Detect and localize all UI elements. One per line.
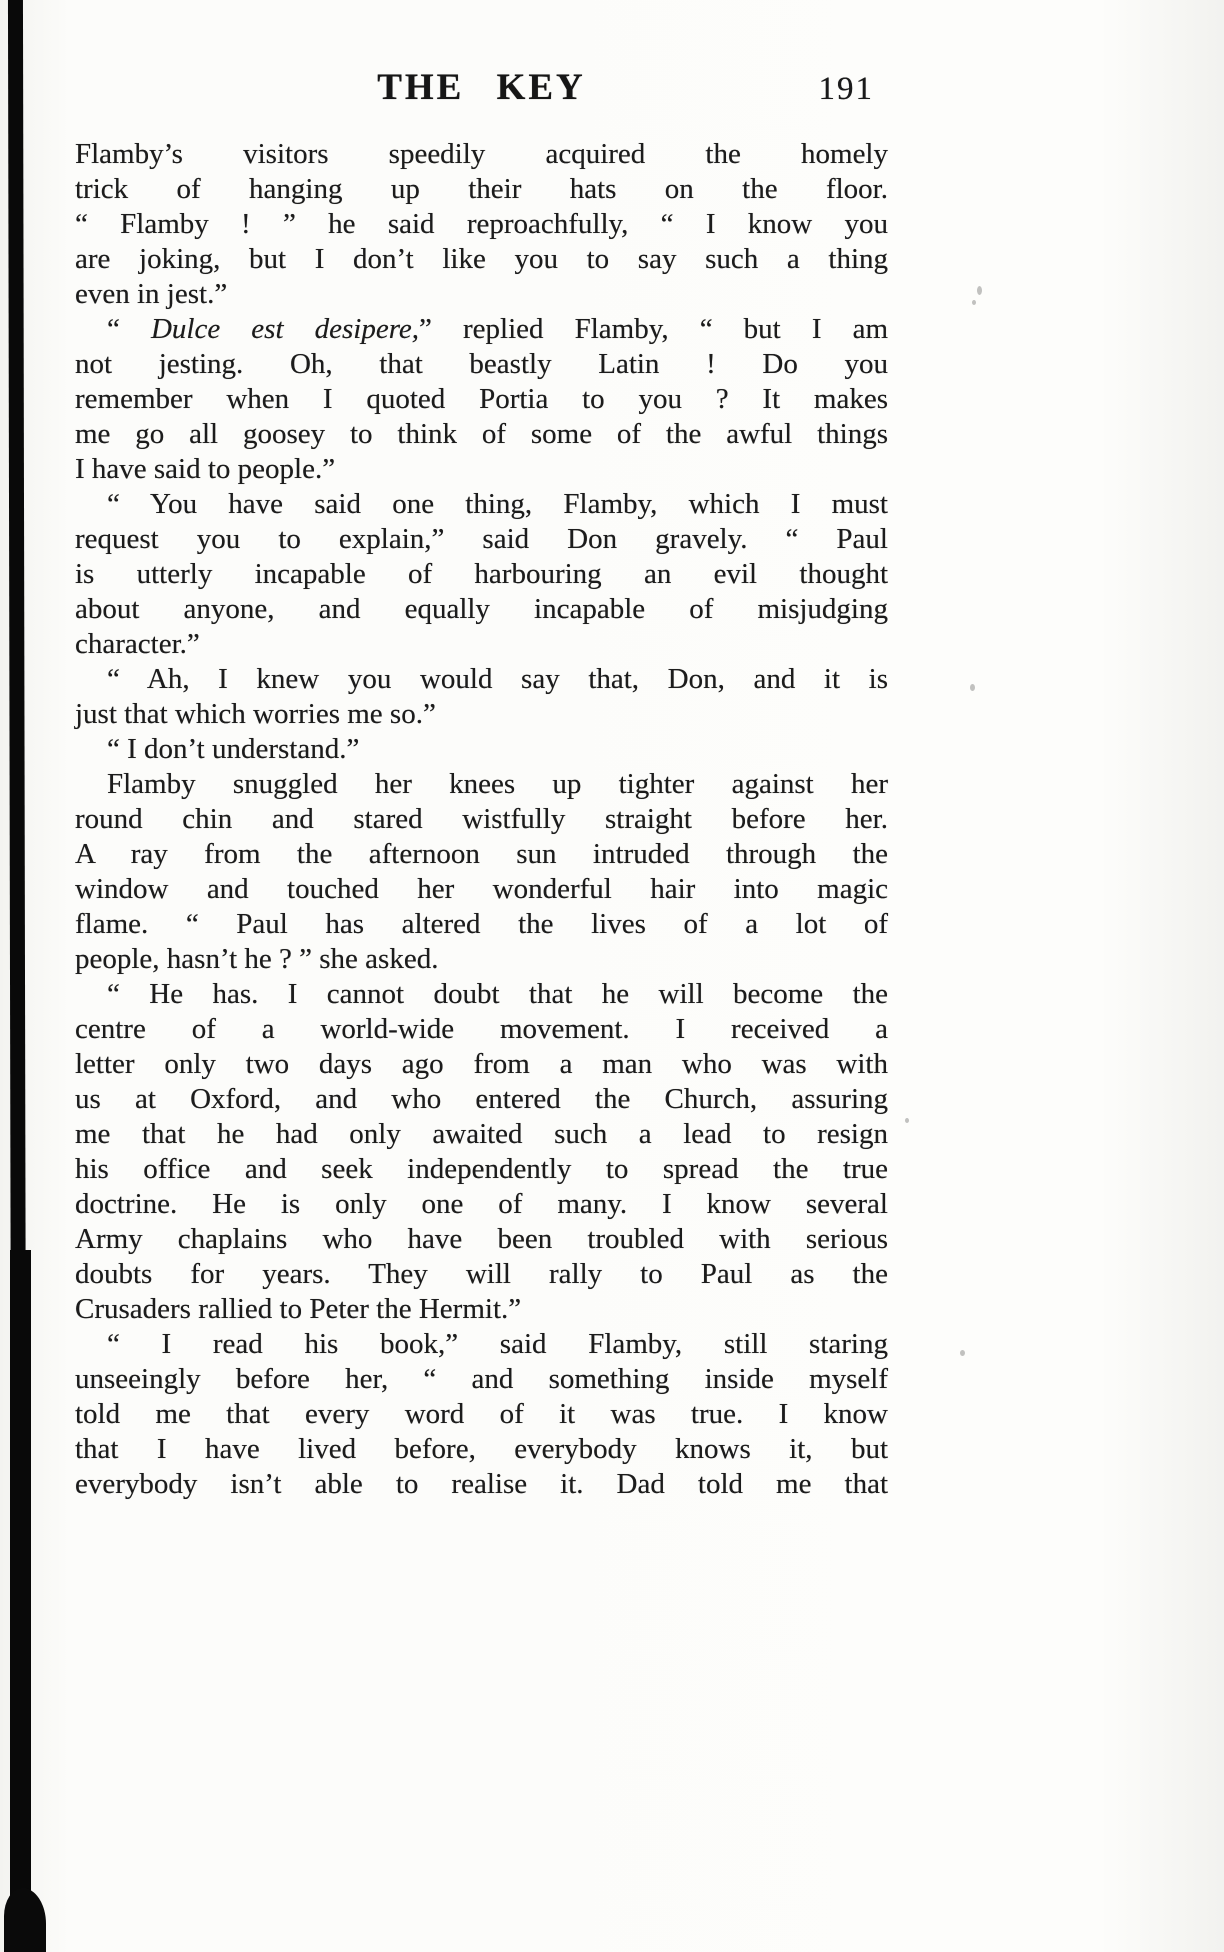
scan-artifact xyxy=(972,300,976,305)
paragraph xyxy=(75,732,888,767)
text-line: window and touched her wonderful hair into magic xyxy=(75,873,888,905)
text-line: Flamby snuggled her knees up tighter against her xyxy=(107,768,888,800)
scan-artifact xyxy=(960,1350,965,1356)
text-line: “ He has. I cannot doubt that he will become the xyxy=(107,978,888,1010)
text-line: Crusaders rallied to Peter the Hermit.” xyxy=(75,1293,522,1325)
text-line: people, hasn’t he ? ” she asked. xyxy=(75,943,439,975)
paragraph xyxy=(75,662,888,732)
text-line xyxy=(75,312,888,347)
text-line: are joking, but I don’t like you to say such a thing xyxy=(75,243,888,275)
scan-artifact xyxy=(970,684,975,691)
scan-artifact xyxy=(977,286,982,295)
text-segment: “ xyxy=(107,313,151,345)
text-line: I have said to people.” xyxy=(75,453,336,485)
text-line: is utterly incapable of harbouring an evil thought xyxy=(75,558,888,590)
text-line: Flamby’s visitors speedily acquired the homely xyxy=(75,138,888,170)
text-line: flame. “ Paul has altered the lives of a lot of xyxy=(75,908,888,940)
text-line: me go all goosey to think of some of the awful things xyxy=(75,418,888,450)
scan-artifact xyxy=(905,1118,909,1123)
text-line: me that he had only awaited such a lead to resign xyxy=(75,1118,888,1150)
text-line: request you to explain,” said Don gravely. “ Paul xyxy=(75,523,888,555)
page-text xyxy=(75,137,888,1502)
text-line: centre of a world-wide movement. I received a xyxy=(75,1013,888,1045)
text-segment: ” replied Flamby, “ but I am xyxy=(419,313,889,345)
text-line: everybody isn’t able to realise it. Dad told me that xyxy=(75,1468,888,1500)
text-line: “ Flamby ! ” he said reproachfully, “ I know you xyxy=(75,208,888,240)
text-line: not jesting. Oh, that beastly Latin ! Do you xyxy=(75,348,888,380)
paragraph xyxy=(75,312,888,487)
binding-shadow-bar-lower xyxy=(10,1250,31,1952)
paragraph xyxy=(75,487,888,662)
text-line: character.” xyxy=(75,628,200,660)
text-line: trick of hanging up their hats on the floor. xyxy=(75,173,888,205)
text-line: “ I read his book,” said Flamby, still staring xyxy=(107,1328,888,1360)
text-line: his office and seek independently to spread the true xyxy=(75,1153,888,1185)
paragraph xyxy=(75,1327,888,1502)
text-line: told me that every word of it was true. I know xyxy=(75,1398,888,1430)
text-line: doubts for years. They will rally to Paul as the xyxy=(75,1258,888,1290)
text-line: remember when I quoted Portia to you ? It makes xyxy=(75,383,888,415)
running-title: THE KEY xyxy=(377,67,586,108)
text-line: that I have lived before, everybody knows it, but xyxy=(75,1433,888,1465)
text-line: letter only two days ago from a man who was with xyxy=(75,1048,888,1080)
italic-text: Dulce est desipere, xyxy=(150,313,420,345)
scan-corner-artifact xyxy=(4,1888,46,1952)
text-line: “ Ah, I knew you would say that, Don, and it is xyxy=(107,663,888,695)
text-line: just that which worries me so.” xyxy=(75,698,436,730)
paragraph xyxy=(75,767,888,977)
text-line: about anyone, and equally incapable of misjudging xyxy=(75,593,888,625)
text-line: A ray from the afternoon sun intruded through the xyxy=(75,838,888,870)
text-line: “ You have said one thing, Flamby, which I must xyxy=(107,488,888,520)
text-line: unseeingly before her, “ and something inside myself xyxy=(75,1363,888,1395)
text-line: Army chaplains who have been troubled with serious xyxy=(75,1223,888,1255)
text-line: “ I don’t understand.” xyxy=(107,733,360,765)
text-line: even in jest.” xyxy=(75,278,228,310)
page-header xyxy=(75,66,888,110)
paragraph xyxy=(75,977,888,1327)
paragraph xyxy=(75,137,888,312)
text-line: doctrine. He is only one of many. I know several xyxy=(75,1188,888,1220)
text-line: round chin and stared wistfully straight before her. xyxy=(75,803,888,835)
page-number: 191 xyxy=(818,71,874,107)
text-line: us at Oxford, and who entered the Church, assuring xyxy=(75,1083,888,1115)
